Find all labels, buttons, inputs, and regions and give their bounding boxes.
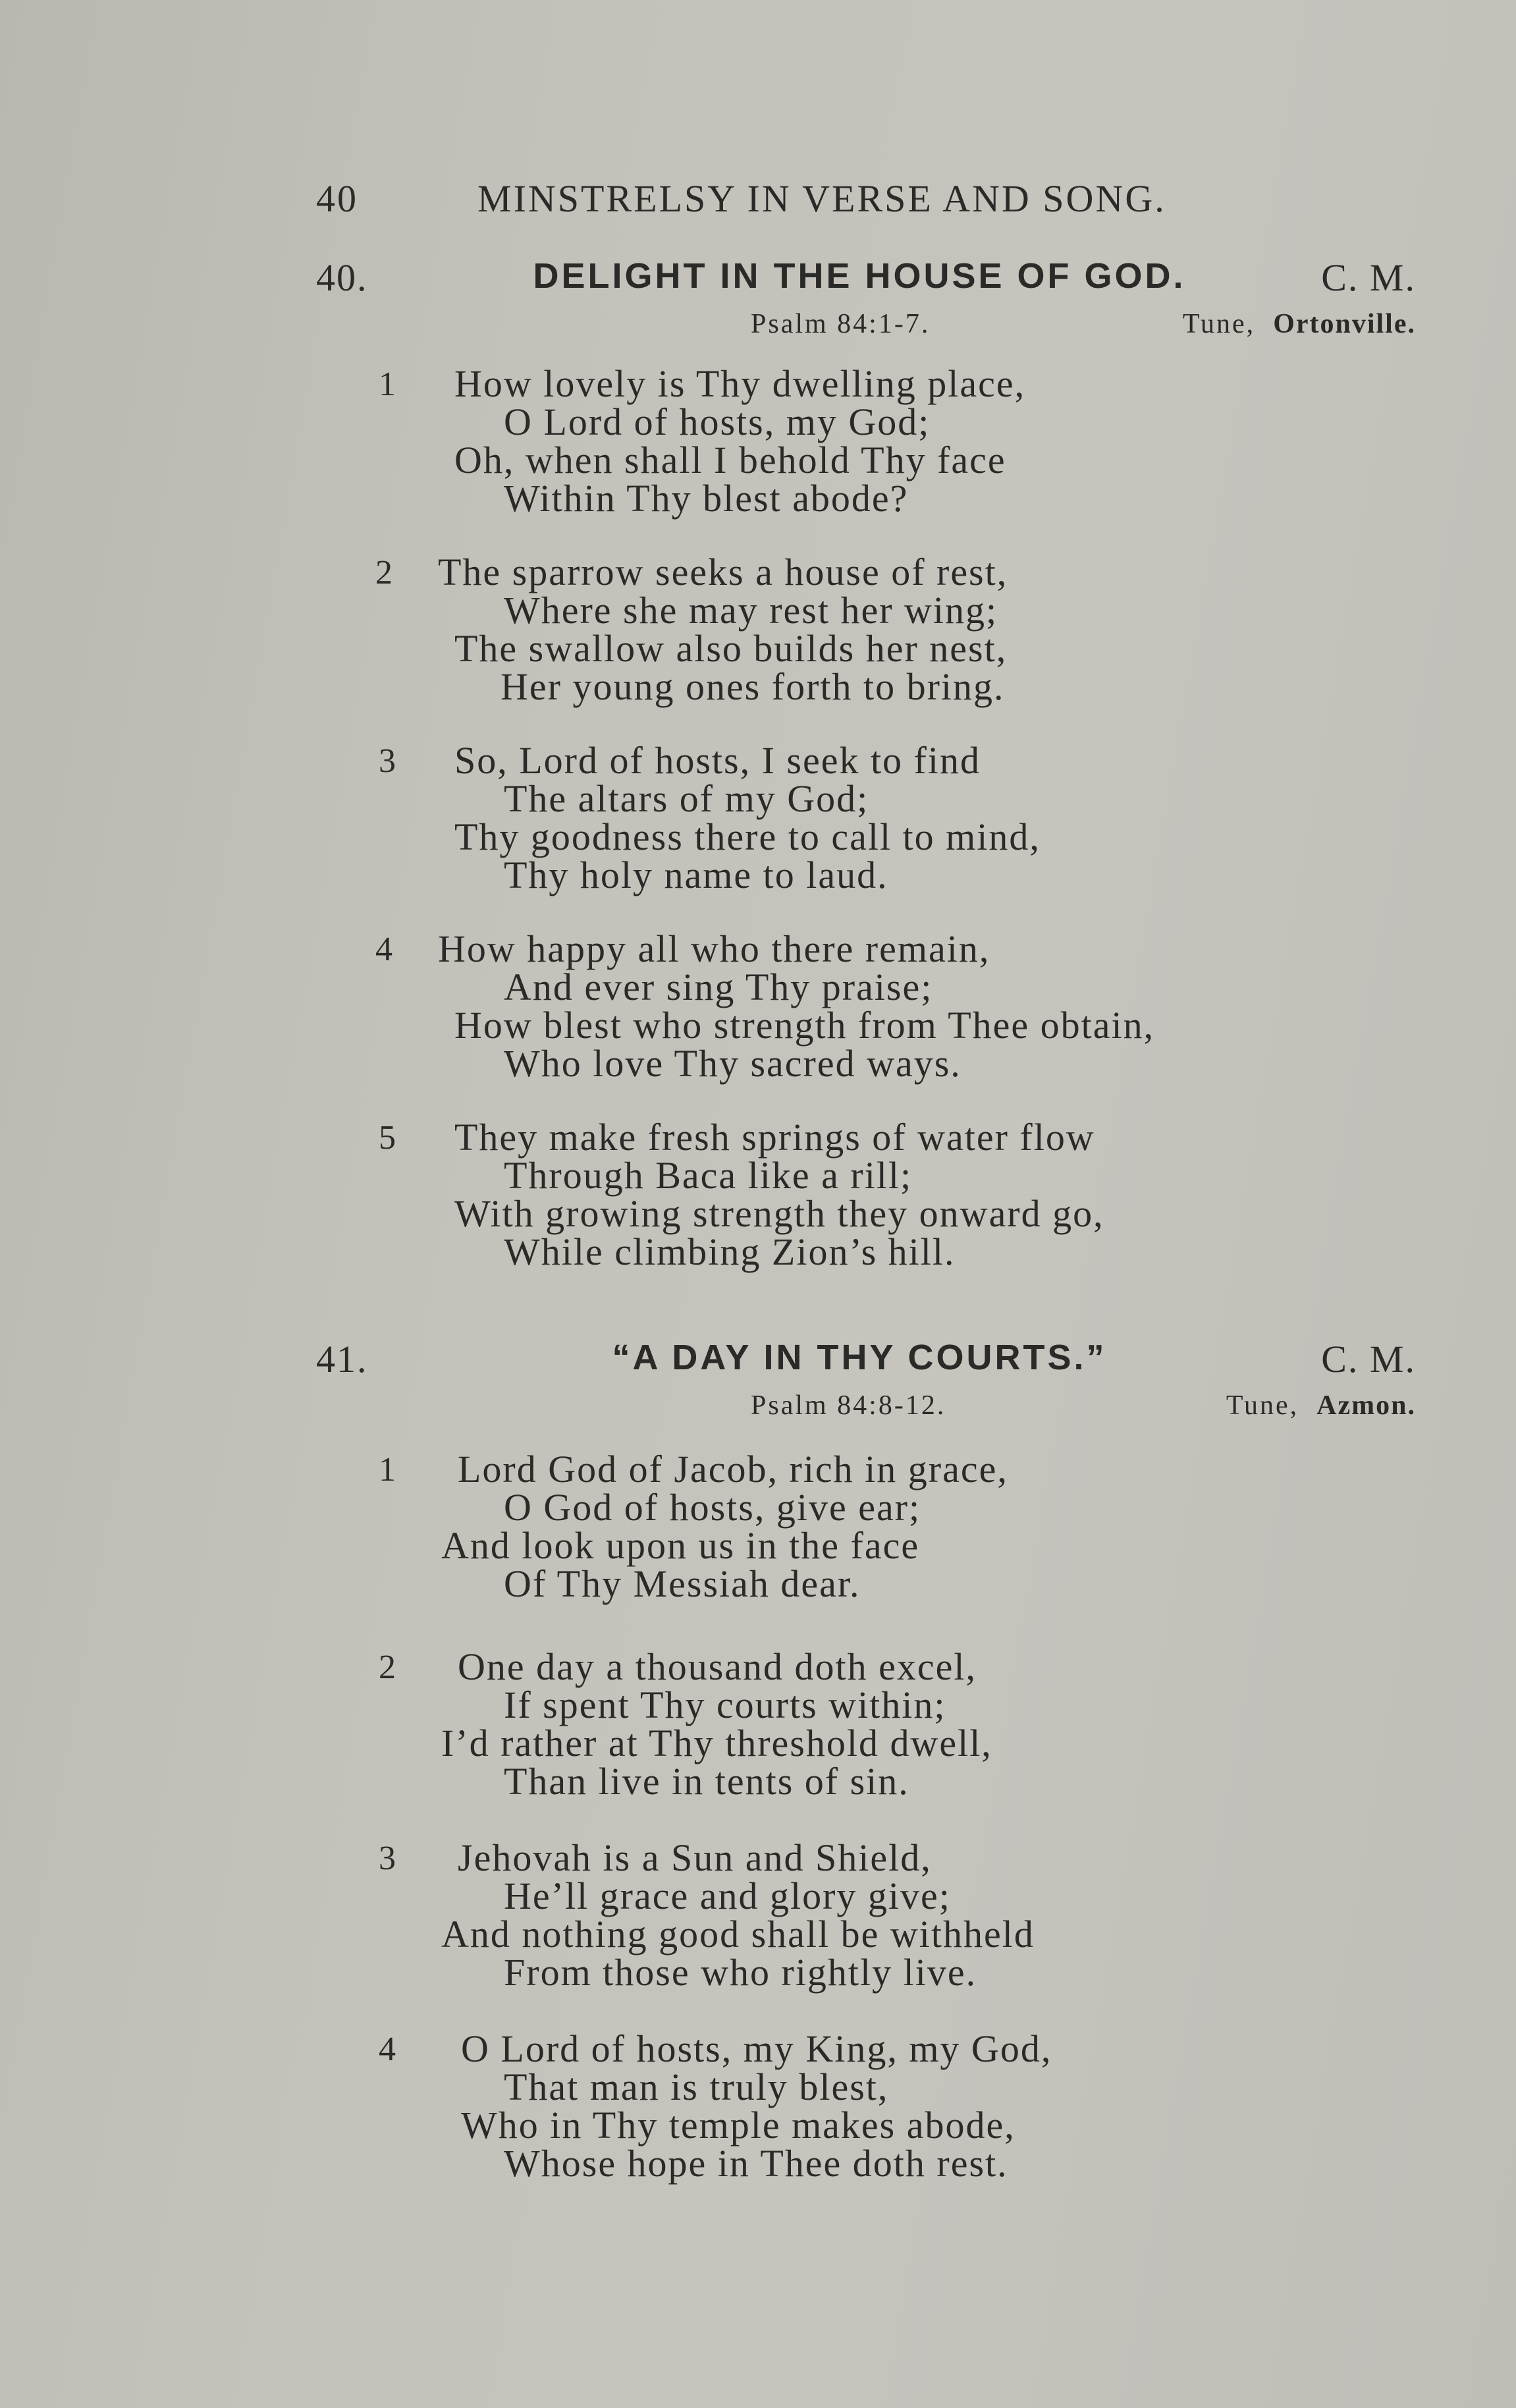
- stanza: [316, 1836, 1416, 1994]
- stanza-number: 3: [379, 742, 396, 780]
- verse-line: Jehovah is a Sun and Shield,: [458, 1836, 932, 1879]
- verse-line: And nothing good shall be withheld: [441, 1913, 1035, 1956]
- verse-line: Who love Thy sacred ways.: [504, 1042, 961, 1085]
- verse-line: With growing strength they onward go,: [454, 1192, 1104, 1235]
- hymn-header: [316, 256, 1416, 308]
- verse-line: Oh, when shall I behold Thy face: [454, 439, 1006, 481]
- verse-line: Than live in tents of sin.: [504, 1760, 909, 1803]
- verse-line: Where she may rest her wing;: [504, 589, 998, 632]
- hymn-header: [316, 1337, 1416, 1390]
- verse-line: They make fresh springs of water flow: [454, 1116, 1095, 1159]
- stanza: [316, 362, 1416, 520]
- verse-line: Within Thy blest abode?: [504, 477, 909, 520]
- hymn-meter: C. M.: [1321, 1338, 1416, 1381]
- stanza: [316, 2027, 1416, 2185]
- verse-line: That man is truly blest,: [504, 2066, 889, 2108]
- hymn-title: DELIGHT IN THE HOUSE OF GOD.: [533, 256, 1186, 296]
- stanza-number: 2: [379, 1649, 396, 1686]
- stanza: [316, 1645, 1416, 1803]
- stanza-number: 1: [379, 366, 396, 403]
- hymn-41: [316, 1337, 1416, 2183]
- verse-line: How happy all who there remain,: [438, 927, 990, 970]
- stanza-number: 3: [379, 1840, 396, 1877]
- verse-line: The altars of my God;: [504, 777, 869, 820]
- stanza: [316, 553, 1416, 706]
- verse-line: How blest who strength from Thee obtain,: [454, 1004, 1155, 1047]
- stanza: [316, 927, 1416, 1085]
- stanza-number: 4: [375, 931, 393, 968]
- verse-line: And ever sing Thy praise;: [504, 966, 933, 1008]
- hymn-subheader: [316, 308, 1416, 350]
- stanza-number: 1: [379, 1451, 396, 1489]
- verse-line: While climbing Zion’s hill.: [504, 1230, 956, 1273]
- tune-name: Azmon.: [1316, 1390, 1416, 1421]
- tune-name: Ortonville.: [1273, 309, 1416, 339]
- stanza: [316, 1450, 1416, 1603]
- tune-label: Tune,: [1182, 309, 1256, 339]
- book-title: MINSTRELSY IN VERSE AND SONG.: [477, 177, 1166, 220]
- page-number: 40: [316, 177, 358, 220]
- verse-line: Thy holy name to laud.: [504, 854, 888, 896]
- verse-line: O God of hosts, give ear;: [504, 1486, 921, 1529]
- tune-reference: [1226, 1390, 1416, 1421]
- verse-line: And look upon us in the face: [441, 1524, 920, 1567]
- stanza-number: 2: [375, 554, 393, 591]
- verse-line: From those who rightly live.: [504, 1951, 977, 1994]
- verse-line: How lovely is Thy dwelling place,: [454, 362, 1026, 405]
- verse-line: Through Baca like a rill;: [504, 1154, 913, 1197]
- verse-line: Who in Thy temple makes abode,: [461, 2104, 1015, 2147]
- hymn-40: [316, 256, 1416, 1271]
- verse-line: If spent Thy courts within;: [504, 1683, 946, 1726]
- tune-label: Tune,: [1226, 1390, 1299, 1421]
- verse-line: Her young ones forth to bring.: [501, 665, 1005, 708]
- verse-line: He’ll grace and glory give;: [504, 1874, 951, 1917]
- verse-line: The sparrow seeks a house of rest,: [438, 551, 1008, 593]
- stanza: [316, 739, 1416, 896]
- verse-line: O Lord of hosts, my King, my God,: [461, 2027, 1052, 2070]
- verse-line: The swallow also builds her nest,: [454, 627, 1008, 670]
- hymn-title: “A DAY IN THY COURTS.”: [612, 1338, 1107, 1377]
- verse-line: One day a thousand doth excel,: [458, 1645, 977, 1688]
- verse-line: Thy goodness there to call to mind,: [454, 815, 1041, 858]
- stanza: [316, 1118, 1416, 1271]
- psalm-reference: Psalm 84:1-7.: [751, 309, 931, 339]
- hymn-meter: C. M.: [1321, 256, 1416, 299]
- hymn-number: 40.: [316, 256, 368, 299]
- verse-line: So, Lord of hosts, I seek to find: [454, 739, 981, 782]
- verse-line: Of Thy Messiah dear.: [504, 1562, 861, 1605]
- hymn-subheader: [316, 1390, 1416, 1432]
- tune-reference: [1183, 308, 1416, 340]
- stanza-number: 4: [379, 2031, 396, 2068]
- psalm-reference: Psalm 84:8-12.: [751, 1390, 946, 1421]
- stanza-number: 5: [379, 1119, 396, 1157]
- verse-line: I’d rather at Thy threshold dwell,: [441, 1722, 992, 1765]
- hymn-number: 41.: [316, 1338, 368, 1381]
- verse-line: Whose hope in Thee doth rest.: [504, 2142, 1008, 2185]
- verse-line: Lord God of Jacob, rich in grace,: [458, 1448, 1008, 1491]
- verse-line: O Lord of hosts, my God;: [504, 400, 931, 443]
